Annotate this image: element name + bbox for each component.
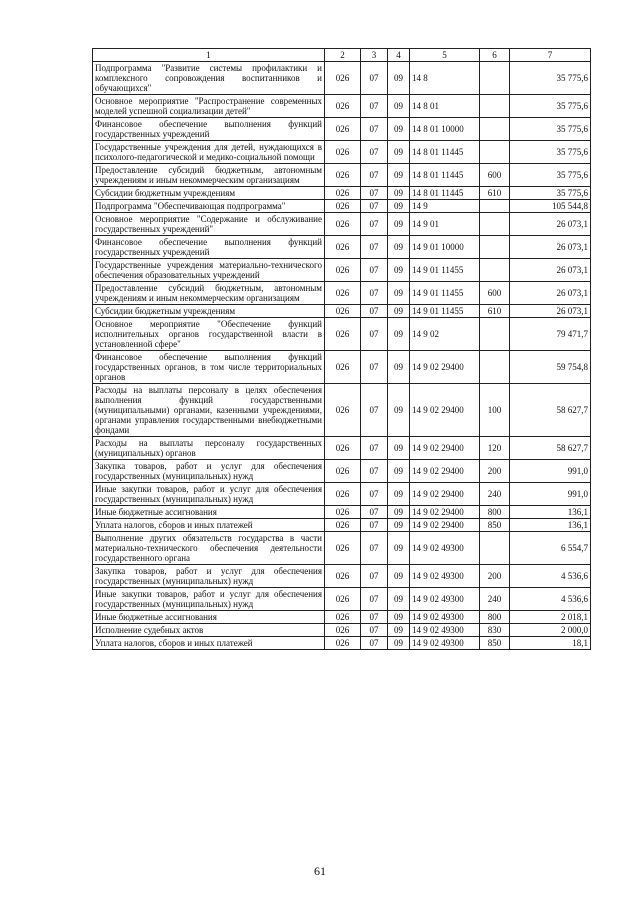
header-cell-6: 6 (480, 49, 510, 62)
header-cell-4: 4 (388, 49, 410, 62)
table-row (93, 519, 591, 532)
target-article-cell: 14 9 02 29400 (410, 506, 480, 519)
subsection-cell: 09 (388, 351, 410, 384)
table-row (93, 259, 591, 282)
amount-cell: 18,1 (510, 637, 591, 650)
section-cell: 07 (361, 384, 388, 437)
admin-code-cell: 026 (325, 565, 361, 588)
section-cell: 07 (361, 305, 388, 318)
table-row (93, 637, 591, 650)
row-name-cell: Иные бюджетные ассигнования (93, 611, 325, 624)
table-row (93, 588, 591, 611)
row-name-cell: Уплата налогов, сборов и иных платежей (93, 637, 325, 650)
expense-type-cell: 850 (480, 519, 510, 532)
table-row (93, 305, 591, 318)
target-article-cell: 14 9 02 49300 (410, 624, 480, 637)
section-cell: 07 (361, 164, 388, 187)
subsection-cell: 09 (388, 236, 410, 259)
target-article-cell: 14 9 02 29400 (410, 483, 480, 506)
target-article-cell: 14 9 02 49300 (410, 611, 480, 624)
table-row (93, 565, 591, 588)
section-cell: 07 (361, 624, 388, 637)
table-row (93, 624, 591, 637)
subsection-cell: 09 (388, 460, 410, 483)
admin-code-cell: 026 (325, 437, 361, 460)
subsection-cell: 09 (388, 305, 410, 318)
admin-code-cell: 026 (325, 624, 361, 637)
section-cell: 07 (361, 637, 388, 650)
subsection-cell: 09 (388, 141, 410, 164)
expense-type-cell: 600 (480, 282, 510, 305)
expense-type-cell (480, 236, 510, 259)
section-cell: 07 (361, 460, 388, 483)
target-article-cell: 14 9 01 11455 (410, 282, 480, 305)
row-name-cell: Закупка товаров, работ и услуг для обеспечения государственных (муниципальных) нужд (93, 460, 325, 483)
section-cell: 07 (361, 213, 388, 236)
amount-cell: 58 627,7 (510, 384, 591, 437)
section-cell: 07 (361, 437, 388, 460)
row-name-cell: Исполнение судебных актов (93, 624, 325, 637)
admin-code-cell: 026 (325, 141, 361, 164)
admin-code-cell: 026 (325, 200, 361, 213)
row-name-cell: Подпрограмма "Обеспечивающая подпрограмма" (93, 200, 325, 213)
target-article-cell: 14 9 01 10000 (410, 236, 480, 259)
subsection-cell: 09 (388, 62, 410, 95)
admin-code-cell: 026 (325, 259, 361, 282)
table-row (93, 164, 591, 187)
row-name-cell: Иные бюджетные ассигнования (93, 506, 325, 519)
row-name-cell: Иные закупки товаров, работ и услуг для обеспечения государственных (муниципальных) нужд (93, 588, 325, 611)
section-cell: 07 (361, 187, 388, 200)
table-row (93, 318, 591, 351)
amount-cell: 26 073,1 (510, 259, 591, 282)
section-cell: 07 (361, 351, 388, 384)
subsection-cell: 09 (388, 519, 410, 532)
row-name-cell: Основное мероприятие "Содержание и обслуживание государственных учреждений" (93, 213, 325, 236)
expense-type-cell: 100 (480, 384, 510, 437)
subsection-cell: 09 (388, 187, 410, 200)
row-name-cell: Подпрограмма "Развитие системы профилактики и комплексного сопровождения воспитанников и обучающихся" (93, 62, 325, 95)
expense-type-cell: 600 (480, 164, 510, 187)
expense-type-cell: 610 (480, 305, 510, 318)
admin-code-cell: 026 (325, 588, 361, 611)
table-row (93, 282, 591, 305)
section-cell: 07 (361, 282, 388, 305)
target-article-cell: 14 9 02 (410, 318, 480, 351)
admin-code-cell: 026 (325, 506, 361, 519)
admin-code-cell: 026 (325, 318, 361, 351)
target-article-cell: 14 9 02 49300 (410, 565, 480, 588)
admin-code-cell: 026 (325, 187, 361, 200)
section-cell: 07 (361, 236, 388, 259)
target-article-cell: 14 9 02 29400 (410, 460, 480, 483)
page-number: 61 (314, 864, 326, 878)
table-row (93, 95, 591, 118)
expense-type-cell (480, 213, 510, 236)
subsection-cell: 09 (388, 624, 410, 637)
table-header-row (93, 49, 591, 62)
subsection-cell: 09 (388, 637, 410, 650)
target-article-cell: 14 9 02 29400 (410, 437, 480, 460)
header-cell-5: 5 (410, 49, 480, 62)
amount-cell: 59 754,8 (510, 351, 591, 384)
amount-cell: 26 073,1 (510, 236, 591, 259)
amount-cell: 136,1 (510, 519, 591, 532)
admin-code-cell: 026 (325, 305, 361, 318)
target-article-cell: 14 8 01 11445 (410, 187, 480, 200)
section-cell: 07 (361, 483, 388, 506)
admin-code-cell: 026 (325, 236, 361, 259)
amount-cell: 991,0 (510, 483, 591, 506)
row-name-cell: Финансовое обеспечение выполнения функций государственных учреждений (93, 118, 325, 141)
target-article-cell: 14 9 01 11455 (410, 305, 480, 318)
subsection-cell: 09 (388, 483, 410, 506)
admin-code-cell: 026 (325, 282, 361, 305)
row-name-cell: Государственные учреждения для детей, нуждающихся в психолого-педагогической и медико-социальной помощи (93, 141, 325, 164)
target-article-cell: 14 9 02 49300 (410, 532, 480, 565)
table-row (93, 118, 591, 141)
expense-type-cell (480, 532, 510, 565)
amount-cell: 26 073,1 (510, 282, 591, 305)
subsection-cell: 09 (388, 259, 410, 282)
subsection-cell: 09 (388, 118, 410, 141)
expense-type-cell: 800 (480, 611, 510, 624)
row-name-cell: Государственные учреждения материально-технического обеспечения образовательных учреждений (93, 259, 325, 282)
table-row (93, 460, 591, 483)
admin-code-cell: 026 (325, 164, 361, 187)
subsection-cell: 09 (388, 506, 410, 519)
amount-cell: 4 536,6 (510, 565, 591, 588)
row-name-cell: Закупка товаров, работ и услуг для обеспечения государственных (муниципальных) нужд (93, 565, 325, 588)
admin-code-cell: 026 (325, 384, 361, 437)
section-cell: 07 (361, 118, 388, 141)
amount-cell: 6 554,7 (510, 532, 591, 565)
section-cell: 07 (361, 95, 388, 118)
row-name-cell: Финансовое обеспечение выполнения функций государственных органов, в том числе территориальных органов (93, 351, 325, 384)
admin-code-cell: 026 (325, 460, 361, 483)
expense-type-cell (480, 259, 510, 282)
table-row (93, 532, 591, 565)
target-article-cell: 14 8 (410, 62, 480, 95)
amount-cell: 26 073,1 (510, 305, 591, 318)
admin-code-cell: 026 (325, 213, 361, 236)
row-name-cell: Субсидии бюджетным учреждениям (93, 187, 325, 200)
expense-type-cell: 610 (480, 187, 510, 200)
expense-type-cell: 830 (480, 624, 510, 637)
target-article-cell: 14 8 01 11445 (410, 141, 480, 164)
section-cell: 07 (361, 611, 388, 624)
admin-code-cell: 026 (325, 118, 361, 141)
section-cell: 07 (361, 506, 388, 519)
target-article-cell: 14 9 02 49300 (410, 588, 480, 611)
row-name-cell: Иные закупки товаров, работ и услуг для обеспечения государственных (муниципальных) нужд (93, 483, 325, 506)
expense-type-cell: 240 (480, 588, 510, 611)
subsection-cell: 09 (388, 318, 410, 351)
admin-code-cell: 026 (325, 637, 361, 650)
target-article-cell: 14 9 01 11455 (410, 259, 480, 282)
row-name-cell: Расходы на выплаты персоналу государственных (муниципальных) органов (93, 437, 325, 460)
table-row (93, 187, 591, 200)
section-cell: 07 (361, 588, 388, 611)
expense-type-cell (480, 200, 510, 213)
amount-cell: 35 775,6 (510, 141, 591, 164)
target-article-cell: 14 8 01 11445 (410, 164, 480, 187)
admin-code-cell: 026 (325, 62, 361, 95)
row-name-cell: Уплата налогов, сборов и иных платежей (93, 519, 325, 532)
admin-code-cell: 026 (325, 95, 361, 118)
subsection-cell: 09 (388, 200, 410, 213)
row-name-cell: Предоставление субсидий бюджетным, автономным учреждениям и иным некоммерческим организациям (93, 282, 325, 305)
table-row (93, 384, 591, 437)
subsection-cell: 09 (388, 611, 410, 624)
row-name-cell: Основное мероприятие "Обеспечение функций исполнительных органов государственной власти в установленной сфере" (93, 318, 325, 351)
amount-cell: 79 471,7 (510, 318, 591, 351)
subsection-cell: 09 (388, 437, 410, 460)
expense-type-cell: 200 (480, 460, 510, 483)
target-article-cell: 14 8 01 10000 (410, 118, 480, 141)
expense-type-cell (480, 62, 510, 95)
subsection-cell: 09 (388, 532, 410, 565)
subsection-cell: 09 (388, 282, 410, 305)
admin-code-cell: 026 (325, 519, 361, 532)
target-article-cell: 14 9 02 29400 (410, 384, 480, 437)
section-cell: 07 (361, 318, 388, 351)
section-cell: 07 (361, 141, 388, 164)
table-row (93, 437, 591, 460)
amount-cell: 2 018,1 (510, 611, 591, 624)
subsection-cell: 09 (388, 213, 410, 236)
table-row (93, 483, 591, 506)
table-row (93, 62, 591, 95)
table-row (93, 236, 591, 259)
table-row (93, 141, 591, 164)
target-article-cell: 14 9 (410, 200, 480, 213)
target-article-cell: 14 9 01 (410, 213, 480, 236)
subsection-cell: 09 (388, 565, 410, 588)
expense-type-cell (480, 351, 510, 384)
amount-cell: 35 775,6 (510, 118, 591, 141)
amount-cell: 26 073,1 (510, 213, 591, 236)
subsection-cell: 09 (388, 95, 410, 118)
amount-cell: 35 775,6 (510, 164, 591, 187)
amount-cell: 35 775,6 (510, 95, 591, 118)
row-name-cell: Предоставление субсидий бюджетным, автономным учреждениям и иным некоммерческим организациям (93, 164, 325, 187)
table-row (93, 506, 591, 519)
table-row (93, 611, 591, 624)
admin-code-cell: 026 (325, 611, 361, 624)
admin-code-cell: 026 (325, 483, 361, 506)
table-body (93, 49, 591, 650)
expense-type-cell (480, 318, 510, 351)
target-article-cell: 14 8 01 (410, 95, 480, 118)
expense-type-cell: 850 (480, 637, 510, 650)
section-cell: 07 (361, 200, 388, 213)
target-article-cell: 14 9 02 29400 (410, 519, 480, 532)
header-cell-3: 3 (361, 49, 388, 62)
subsection-cell: 09 (388, 588, 410, 611)
amount-cell: 991,0 (510, 460, 591, 483)
amount-cell: 35 775,6 (510, 187, 591, 200)
expense-type-cell: 200 (480, 565, 510, 588)
header-cell-7: 7 (510, 49, 591, 62)
row-name-cell: Расходы на выплаты персоналу в целях обеспечения выполнения функций государственными (муниципальными) органами, казенными учреждениями, органами управления государственными внебюджетными фондами (93, 384, 325, 437)
row-name-cell: Основное мероприятие "Распространение современных моделей успешной социализации детей" (93, 95, 325, 118)
budget-table (92, 48, 591, 650)
subsection-cell: 09 (388, 164, 410, 187)
header-cell-1: 1 (93, 49, 325, 62)
amount-cell: 58 627,7 (510, 437, 591, 460)
section-cell: 07 (361, 532, 388, 565)
amount-cell: 2 000,0 (510, 624, 591, 637)
row-name-cell: Выполнение других обязательств государства в части материально-технического обеспечения деятельности государственного органа (93, 532, 325, 565)
section-cell: 07 (361, 62, 388, 95)
target-article-cell: 14 9 02 49300 (410, 637, 480, 650)
admin-code-cell: 026 (325, 532, 361, 565)
section-cell: 07 (361, 259, 388, 282)
table-row (93, 200, 591, 213)
section-cell: 07 (361, 519, 388, 532)
expense-type-cell (480, 141, 510, 164)
expense-type-cell: 240 (480, 483, 510, 506)
subsection-cell: 09 (388, 384, 410, 437)
expense-type-cell: 800 (480, 506, 510, 519)
amount-cell: 4 536,6 (510, 588, 591, 611)
expense-type-cell (480, 118, 510, 141)
expense-type-cell (480, 95, 510, 118)
header-cell-2: 2 (325, 49, 361, 62)
table-row (93, 213, 591, 236)
amount-cell: 35 775,6 (510, 62, 591, 95)
amount-cell: 136,1 (510, 506, 591, 519)
expense-type-cell: 120 (480, 437, 510, 460)
amount-cell: 105 544,8 (510, 200, 591, 213)
row-name-cell: Финансовое обеспечение выполнения функций государственных учреждений (93, 236, 325, 259)
admin-code-cell: 026 (325, 351, 361, 384)
row-name-cell: Субсидии бюджетным учреждениям (93, 305, 325, 318)
target-article-cell: 14 9 02 29400 (410, 351, 480, 384)
section-cell: 07 (361, 565, 388, 588)
table-row (93, 351, 591, 384)
